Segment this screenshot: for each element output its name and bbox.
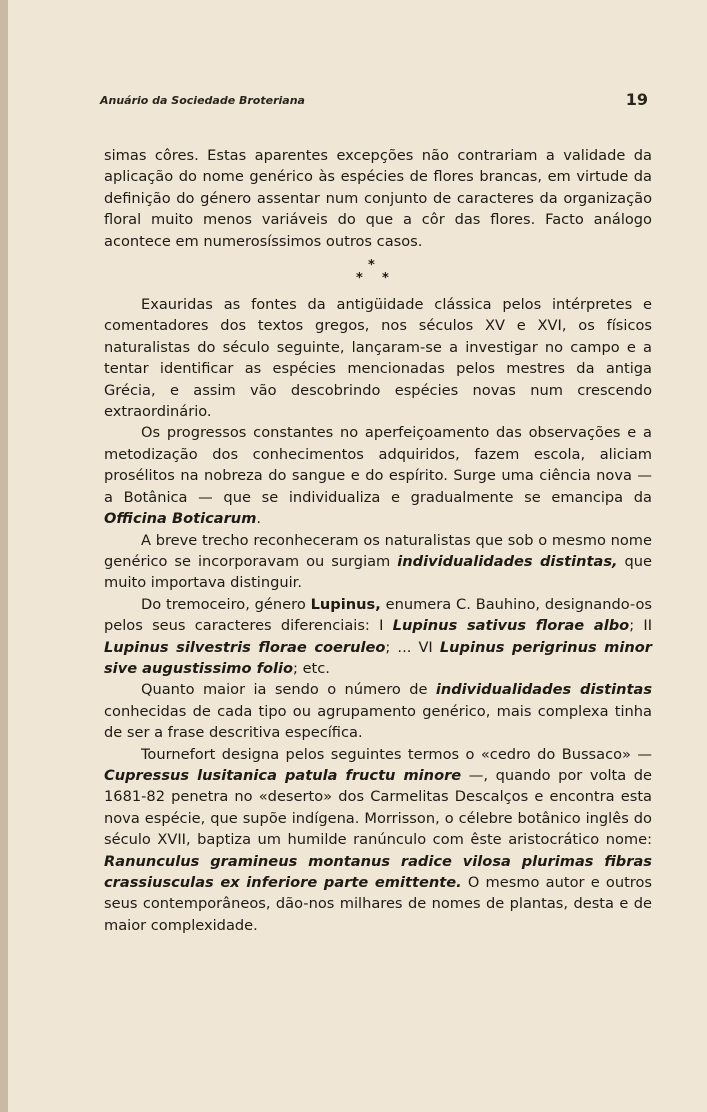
journal-title: Anuário da Sociedade Broteriana: [100, 94, 305, 107]
paragraph-3-latin: Officina Boticarum: [104, 510, 257, 528]
divider-star-right: *: [382, 271, 389, 287]
paragraph-4: [104, 530, 652, 594]
paragraph-7-end: O mesmo autor e outros seus contemporâneos, dão-nos milhares de nomes de plantas, desta e de maior complexidade.: [104, 874, 652, 934]
paragraph-5: [104, 594, 652, 680]
species-cupressus: Cupressus lusitanica patula fructu minore: [104, 766, 462, 784]
running-head: [100, 92, 648, 112]
paragraph-7-text: Tournefort designa pelos seguintes termos o «cedro do Bussaco» —: [141, 745, 652, 763]
paragraph-7-text-2: —, quando por volta de 1681-82 penetra no «deserto» dos Carmelitas Descalços e encontra esta nova espécie, que supõe indígena. Morrisson, o célebre botânico inglês do século XVII, baptiza um humilde ranúnculo com êste aristocrático nome:: [104, 766, 653, 849]
paragraph-7: [104, 744, 652, 937]
paragraph-5-sep-1: ; II: [629, 617, 652, 635]
body-text: [104, 145, 652, 936]
paragraph-3-text: Os progressos constantes no aperfeiçoamento das observações e a metodização dos conhecimentos adquiridos, fazem escola, aliciam prosélitos na nobreza do sangue e do espírito. Surge uma ciência nova — a Botânica — que se individualiza e gradualmente se emancipa da: [104, 424, 652, 506]
paragraph-5-text-2: enumera C. Bauhino, designando-os pelos seus caracteres diferenciais: I: [104, 595, 652, 635]
paragraph-5-text: Do tremoceiro, género: [141, 595, 311, 613]
divider-star-top: *: [368, 258, 375, 274]
paragraph-4-emphasis: individualidades distintas,: [397, 552, 618, 570]
paragraph-6-text: Quanto maior ia sendo o número de: [141, 681, 436, 699]
genus-lupinus: Lupinus,: [310, 595, 381, 613]
paragraph-3: [104, 422, 652, 529]
species-name-3: Lupinus perigrinus minor sive augustissimo folio: [104, 638, 652, 677]
section-divider: [104, 252, 652, 294]
paragraph-5-sep-2: ; ... VI: [385, 638, 440, 656]
species-name-1: Lupinus sativus florae albo: [392, 617, 630, 635]
paragraph-6-emphasis: individualidades distintas: [435, 681, 653, 699]
paragraph-4-end: que muito importava distinguir.: [104, 552, 652, 592]
paragraph-2: Exauridas as fontes da antigüidade clássica pelos intérpretes e comentadores dos textos gregos, nos séculos XV e XVI, os físicos naturalistas do século seguinte, lançaram-se a investigar no campo e a tentar identificar as espécies mencionadas pelos mestres da antiga Grécia, e assim vão descobrindo espécies novas num crescendo extraordinário.: [104, 296, 652, 421]
paragraph-1: simas côres. Estas aparentes excepções não contrariam a validade da aplicação do nome genérico às espécies de flores brancas, em virtude da definição do género assentar num conjunto de caracteres da organização floral muito menos variáveis do que a côr das flores. Facto análogo acontece em numerosíssimos outros casos.: [104, 147, 652, 250]
paragraph-6: [104, 679, 652, 743]
divider-star-left: *: [356, 271, 363, 287]
species-ranunculus: Ranunculus gramineus montanus radice vilosa plurimas fibras crassiusculas ex inferiore parte emittente.: [104, 852, 652, 891]
paragraph-3-end: .: [256, 510, 262, 528]
paragraph-5-end: ; etc.: [293, 659, 330, 677]
species-name-2: Lupinus silvestris florae coeruleo: [104, 638, 386, 656]
paragraph-6-end: conhecidas de cada tipo ou agrupamento genérico, mais complexa tinha de ser a frase descritiva específica.: [104, 702, 652, 742]
page-number: 19: [625, 90, 648, 109]
paragraph-4-text: A breve trecho reconheceram os naturalistas que sob o mesmo nome genérico se incorporavam ou surgiam: [104, 531, 652, 570]
